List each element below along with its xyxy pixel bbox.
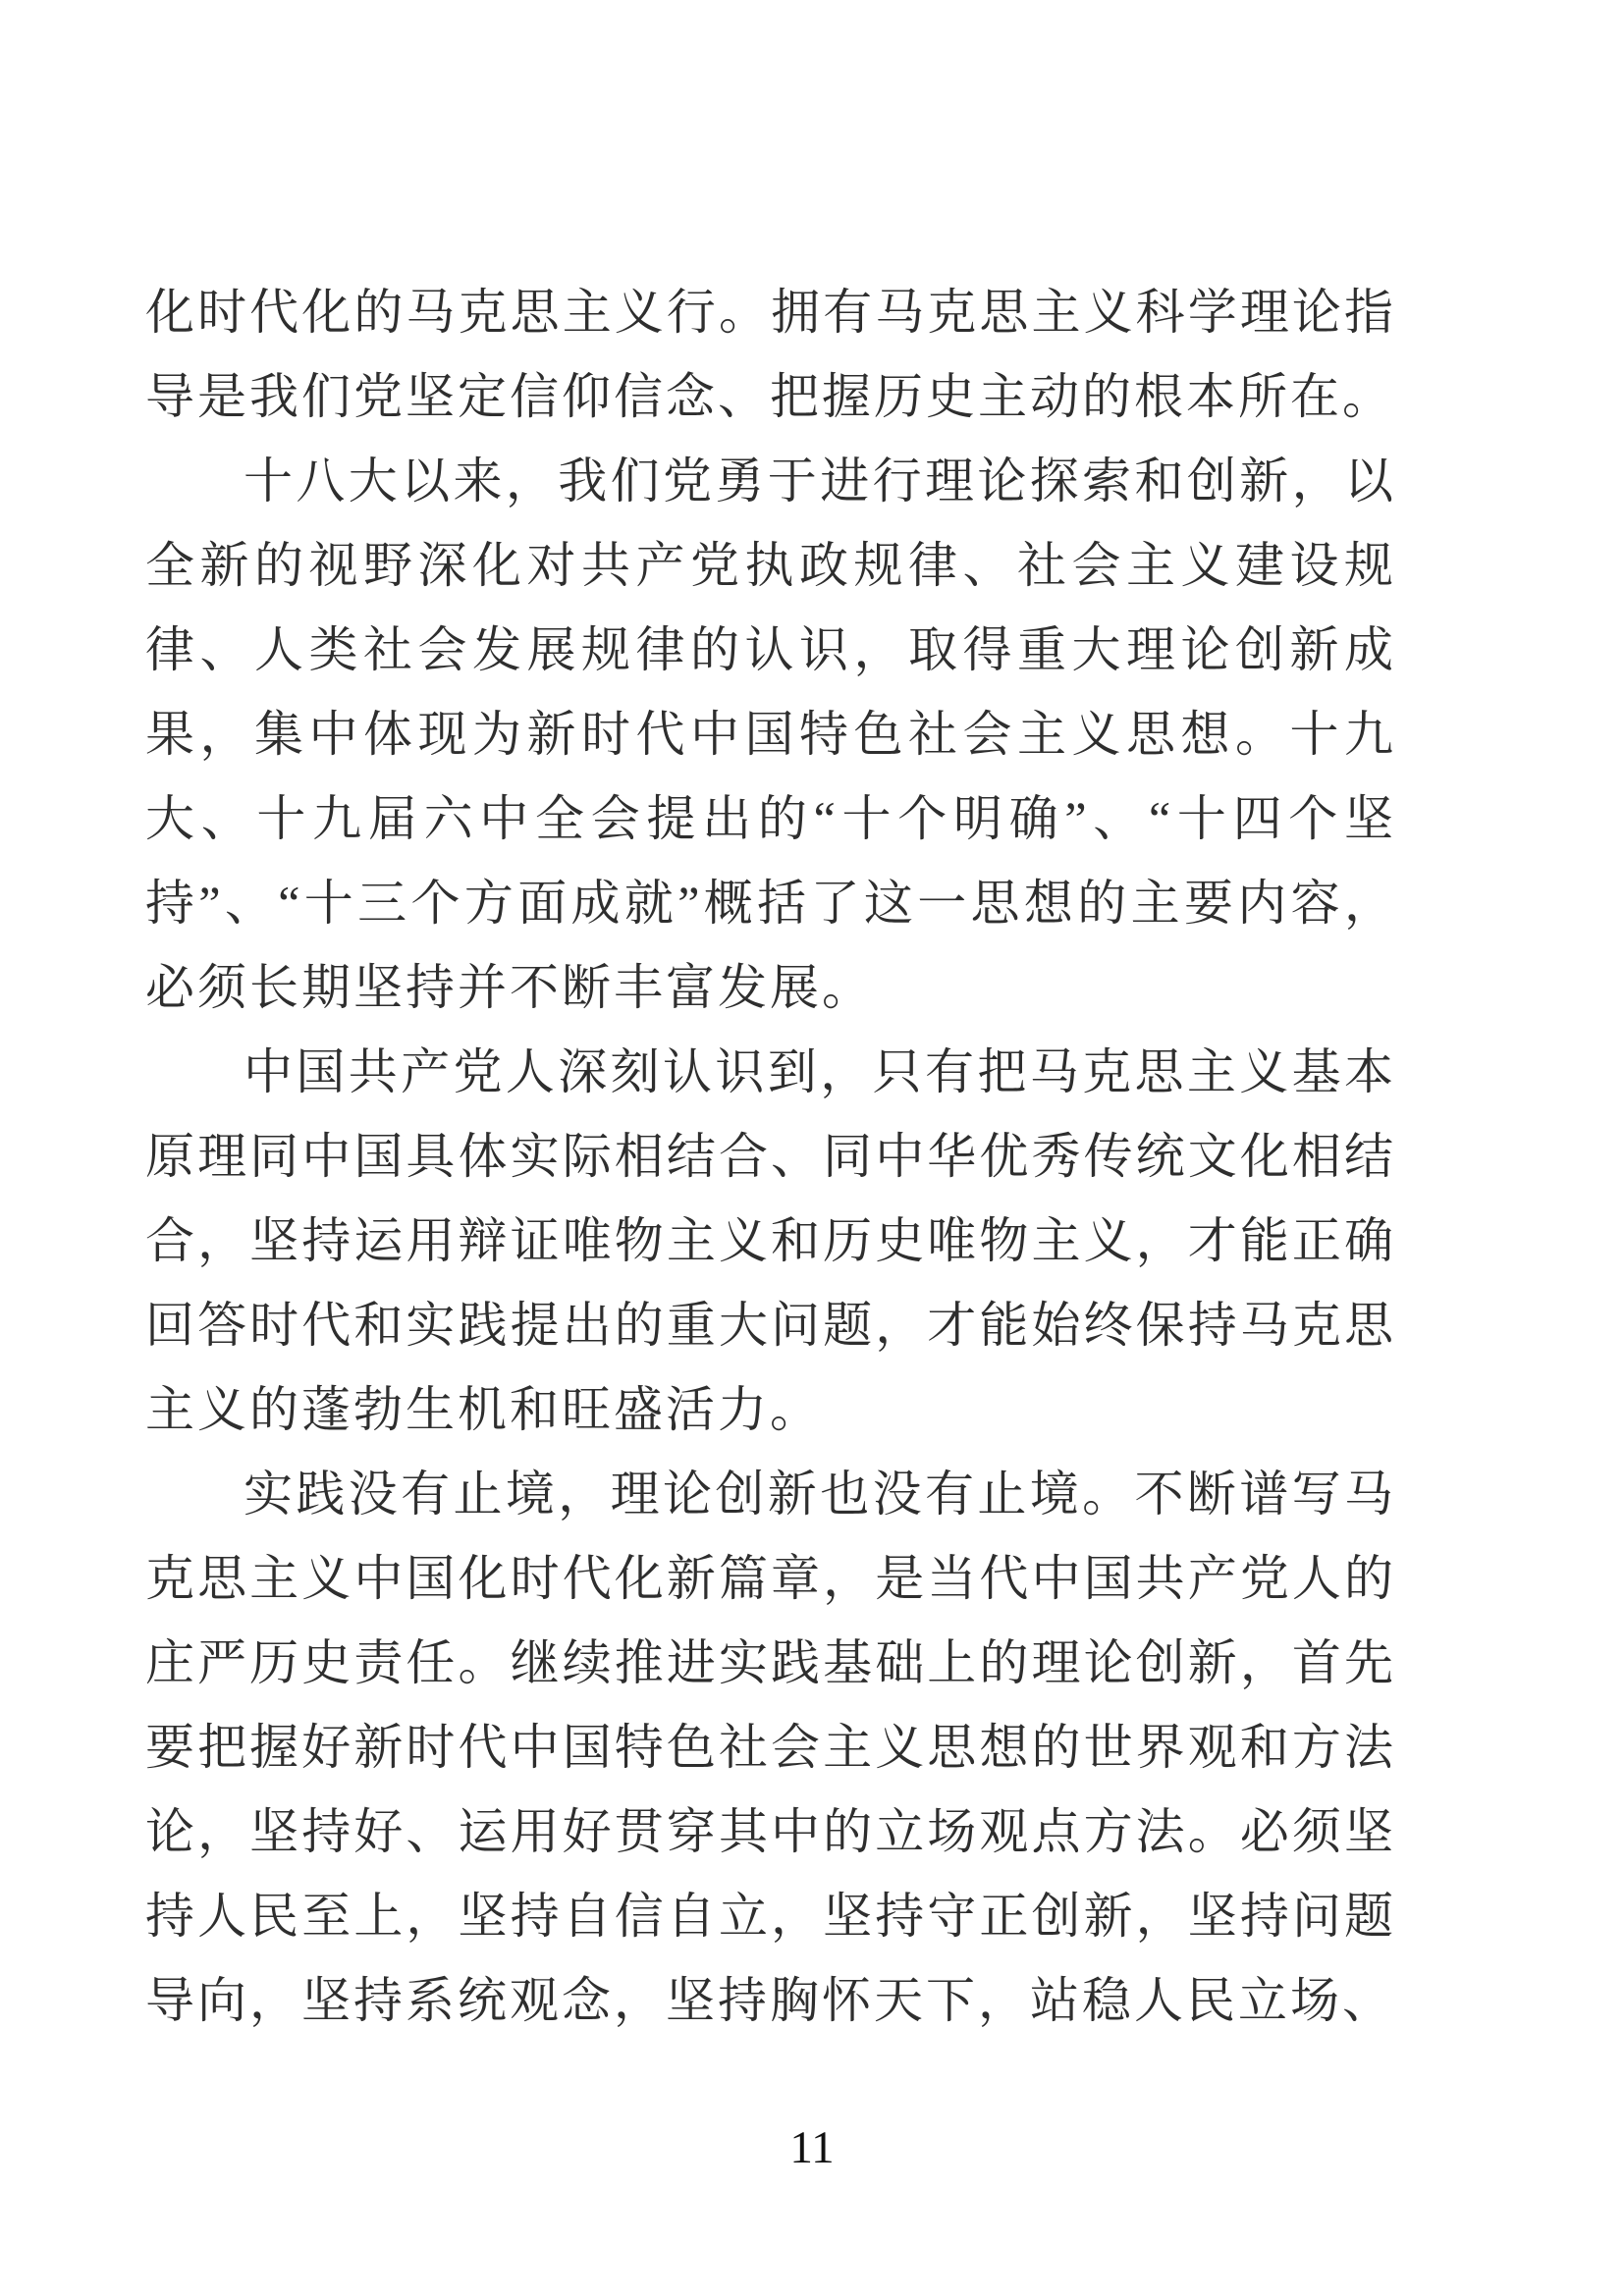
document-body: [145, 270, 1396, 2043]
paragraph: 十八大以来，我们党勇于进行理论探索和创新，以全新的视野深化对共产党执政规律、社会主义建设规律、人类社会发展规律的认识，取得重大理论创新成果，集中体现为新时代中国特色社会主义思想。十九大、十九届六中全会提出的“十个明确”、“十四个坚持”、“十三个方面成就”概括了这一思想的主要内容，必须长期坚持并不断丰富发展。: [145, 454, 1396, 1015]
paragraph: 实践没有止境，理论创新也没有止境。不断谱写马克思主义中国化时代化新篇章，是当代中国共产党人的庄严历史责任。继续推进实践基础上的理论创新，首先要把握好新时代中国特色社会主义思想的世界观和方法论，坚持好、运用好贯穿其中的立场观点方法。必须坚持人民至上，坚持自信自立，坚持守正创新，坚持问题导向，坚持系统观念，坚持胸怀天下，站稳人民立场、: [145, 1467, 1396, 2028]
paragraph: 中国共产党人深刻认识到，只有把马克思主义基本原理同中国具体实际相结合、同中华优秀传统文化相结合，坚持运用辩证唯物主义和历史唯物主义，才能正确回答时代和实践提出的重大问题，才能始终保持马克思主义的蓬勃生机和旺盛活力。: [145, 1044, 1396, 1437]
paragraph-continuation: 化时代化的马克思主义行。拥有马克思主义科学理论指导是我们党坚定信仰信念、把握历史主动的根本所在。: [145, 285, 1396, 424]
page-number: 11: [789, 2122, 835, 2173]
